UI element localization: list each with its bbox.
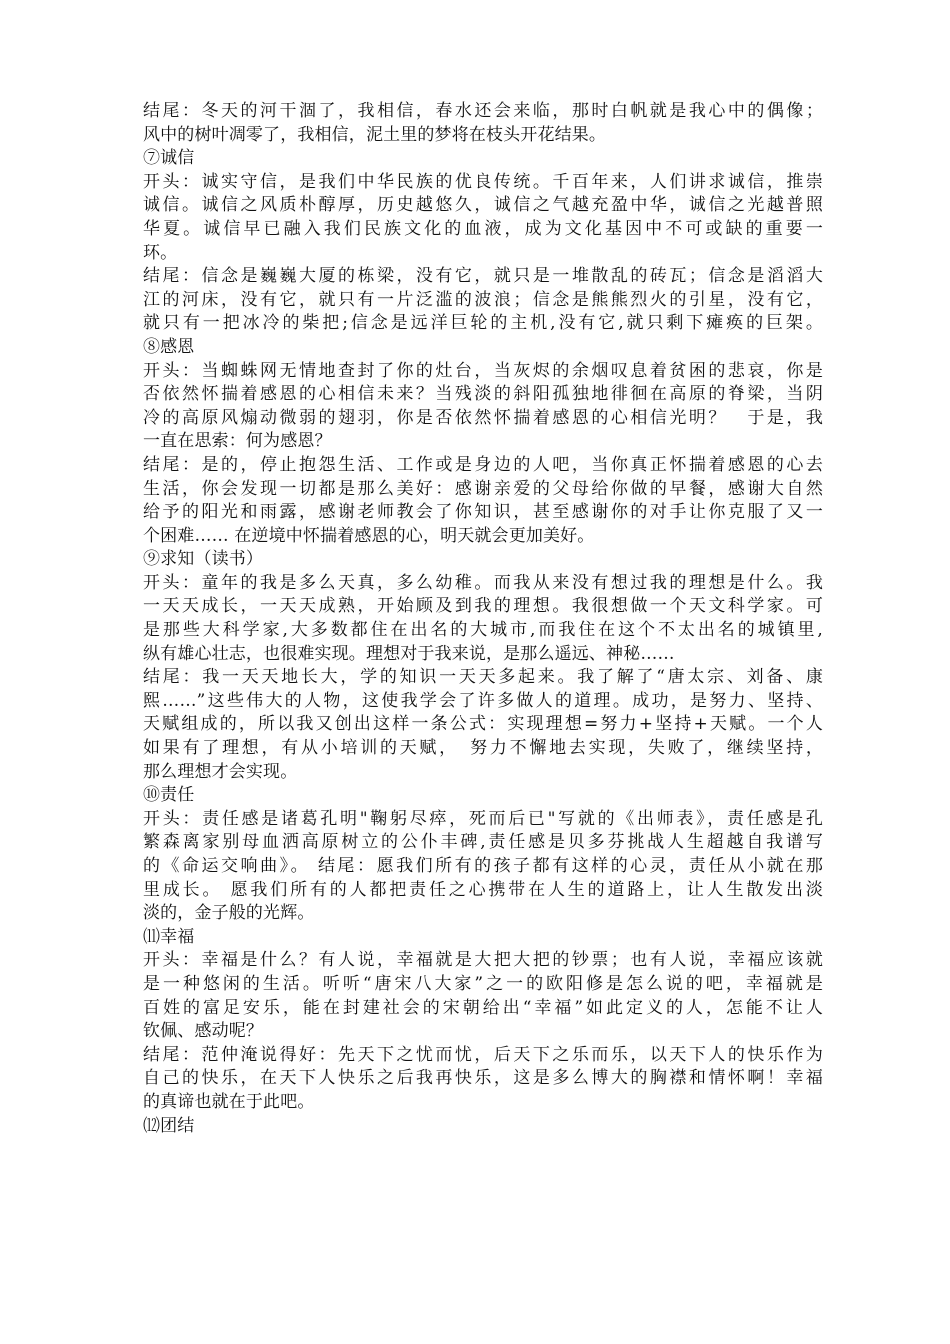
text-line: 开头：幸福是什么？有人说，幸福就是大把大把的钞票；也有人说，幸福应该就 — [143, 950, 823, 971]
text-line: ⑧感恩 — [143, 336, 195, 357]
text-line: 是一种悠闲的生活。听听“唐宋八大家”之一的欧阳修是怎么说的吧，幸福就是 — [143, 973, 823, 994]
text-line: 就只有一把冰冷的柴把;信念是远洋巨轮的主机,没有它,就只剩下瘫痪的巨架。 — [143, 313, 823, 334]
text-line: ⑾幸福 — [143, 926, 195, 947]
text-line: 个困难…… 在逆境中怀揣着感恩的心，明天就会更加美好。 — [143, 525, 595, 546]
text-line: 繁森离家别母血洒高原树立的公仆丰碑,责任感是贝多芬挑战人生超越自我谱写 — [143, 832, 823, 853]
text-line: 开头：诚实守信，是我们中华民族的优良传统。千百年来，人们讲求诚信，推崇 — [143, 171, 823, 192]
text-line: 生活，你会发现一切都是那么美好：感谢亲爱的父母给你做的早餐，感谢大自然 — [143, 478, 823, 499]
document-page — [143, 100, 823, 1138]
text-line: 百姓的富足安乐，能在封建社会的宋朝给出“幸福”如此定义的人，怎能不让人 — [143, 997, 823, 1018]
text-line: 否依然怀揣着感恩的心相信未来？当残淡的斜阳孤独地徘徊在高原的脊梁，当阴 — [143, 384, 823, 405]
text-line: 结尾：是的，停止抱怨生活、工作或是身边的人吧，当你真正怀揣着感恩的心去 — [143, 454, 823, 475]
text-line: ⑿团结 — [143, 1115, 195, 1136]
text-line: 一直在思索：何为感恩？ — [143, 431, 332, 452]
text-line: 结尾：信念是巍巍大厦的栋梁，没有它，就只是一堆散乱的砖瓦；信念是滔滔大 — [143, 266, 823, 287]
text-line: 华夏。诚信早已融入我们民族文化的血液，成为文化基因中不可或缺的重要一 — [143, 218, 823, 239]
text-line: 环。 — [143, 242, 178, 263]
text-line: 江的河床，没有它，就只有一片泛滥的波浪；信念是熊熊烈火的引星，没有它， — [143, 289, 823, 310]
text-line: 诚信。诚信之风质朴醇厚，历史越悠久，诚信之气越充盈中华，诚信之光越普照 — [143, 195, 823, 216]
text-line: 里成长。 愿我们所有的人都把责任之心携带在人生的道路上，让人生散发出淡 — [143, 879, 823, 900]
text-line: ⑩责任 — [143, 785, 195, 806]
text-line: 的《命运交响曲》。 结尾：愿我们所有的孩子都有这样的心灵，责任从小就在那 — [143, 856, 823, 876]
text-line: 纵有雄心壮志，也很难实现。理想对于我来说，是那么遥远、神秘…… — [143, 643, 675, 664]
text-line: 一天天成长，一天天成熟，开始顾及到我的理想。我很想做一个天文科学家。可 — [143, 596, 823, 617]
text-line: 熙……”这些伟大的人物，这使我学会了许多做人的道理。成功，是努力、坚持、 — [143, 690, 823, 711]
text-line: 结尾：范仲淹说得好：先天下之忧而忧，后天下之乐而乐，以天下人的快乐作为 — [143, 1044, 823, 1065]
text-line: 风中的树叶凋零了，我相信，泥土里的梦将在枝头开花结果。 — [143, 124, 607, 145]
text-line: 开头：童年的我是多么天真，多么幼稚。而我从来没有想过我的理想是什么。我 — [143, 572, 823, 593]
text-line: 淡的，金子般的光辉。 — [143, 903, 315, 924]
text-line: 是那些大科学家,大多数都住在出名的大城市,而我住在这个不太出名的城镇里, — [143, 620, 823, 641]
text-line: 给予的阳光和雨露，感谢老师教会了你知识，甚至感谢你的对手让你克服了又一 — [143, 502, 823, 523]
text-line: 那么理想才会实现。 — [143, 761, 298, 782]
text-line: 结尾：冬天的河干涸了，我相信，春水还会来临，那时白帆就是我心中的偶像； — [143, 101, 823, 121]
text-line: 钦佩、感动呢？ — [143, 1021, 264, 1042]
text-line: 的真谛也就在于此吧。 — [143, 1091, 315, 1112]
text-line: 天赋组成的，所以我又创出这样一条公式：实现理想=努力+坚持+天赋。一个人 — [143, 714, 823, 735]
text-line: 结尾：我一天天地长大，学的知识一天天多起来。我了解了“唐太宗、刘备、康 — [143, 667, 823, 688]
text-line: 冷的高原风煽动微弱的翅羽，你是否依然怀揣着感恩的心相信光明？ 于是，我 — [143, 407, 823, 428]
text-line: ⑦诚信 — [143, 148, 195, 169]
text-line: 开头：当蜘蛛网无情地查封了你的灶台，当灰烬的余烟叹息着贫困的悲哀，你是 — [143, 360, 823, 381]
text-line: 如果有了理想，有从小培训的天赋， 努力不懈地去实现，失败了，继续坚持， — [143, 738, 823, 759]
text-line: 自己的快乐，在天下人快乐之后我再快乐，这是多么博大的胸襟和情怀啊！幸福 — [143, 1068, 823, 1089]
text-line: 开头：责任感是诸葛孔明"鞠躬尽瘁，死而后已"写就的《出师表》，责任感是孔 — [143, 808, 823, 829]
text-line: ⑨求知（读书） — [143, 549, 264, 570]
